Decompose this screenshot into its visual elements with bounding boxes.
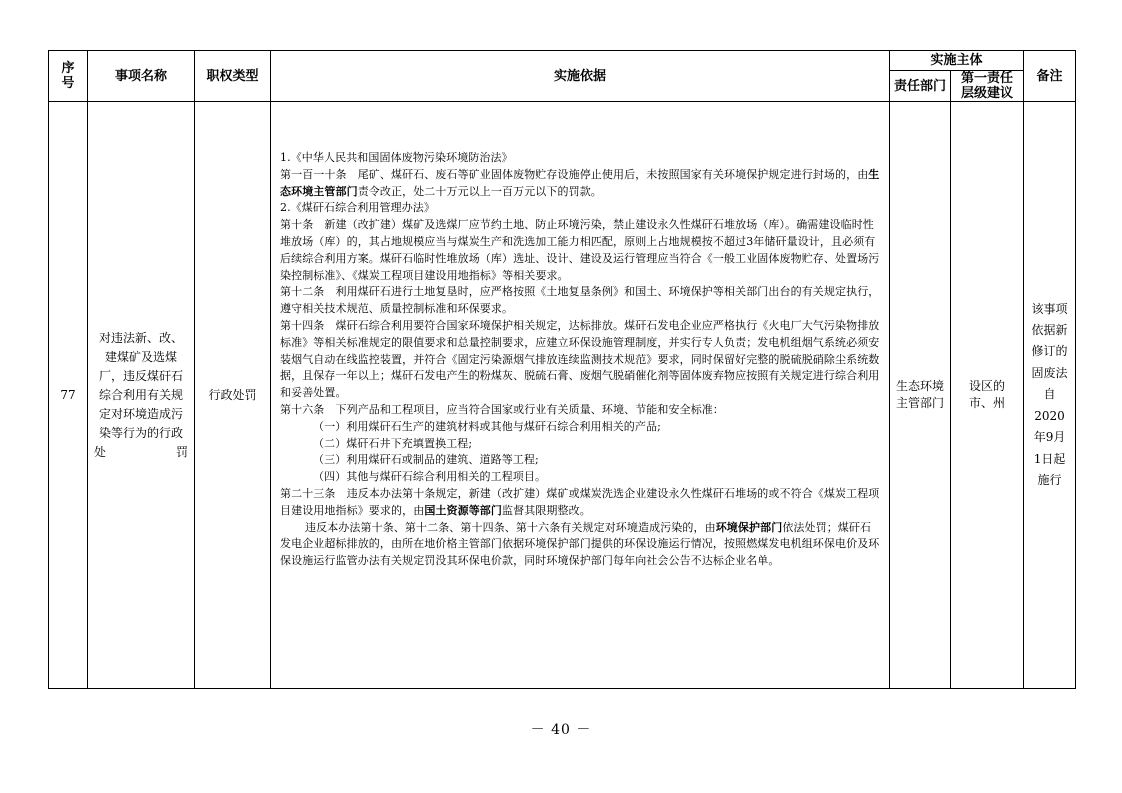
row-name: 对违法新、改、建煤矿及选煤厂，违反煤矸石综合利用有关规定对环境造成污染等行为的行政处罚 <box>88 102 195 689</box>
article-23: 第二十三条 违反本办法第十条规定，新建（改扩建）煤矿或煤炭洗选企业建设永久性煤矸石堆场的或不符合《煤炭工程项目建设用地指标》要求的，由国土资源等部门监督其限期整改。 <box>280 486 880 517</box>
law1-dept: 生态环境主管部门 <box>280 167 880 198</box>
law2-title: 2.《煤矸石综合利用管理办法》 <box>280 201 435 215</box>
header-note: 备注 <box>1024 51 1076 102</box>
header-subject: 实施主体 <box>890 51 1024 71</box>
row-level: 设区的市、州 <box>951 102 1024 689</box>
article-16-item: （一）利用煤矸石生产的建筑材料或其他与煤矸石综合利用相关的产品; <box>313 419 661 433</box>
header-type: 职权类型 <box>195 51 271 102</box>
header-name: 事项名称 <box>88 51 195 102</box>
page-number: － 40 － <box>530 722 592 738</box>
article-16-item: （二）煤矸石井下充填置换工程; <box>313 436 473 450</box>
table-row <box>49 102 1076 689</box>
row-basis <box>271 102 890 689</box>
header-dept: 责任部门 <box>890 71 951 102</box>
matter-table <box>48 50 1076 689</box>
row-note: 该事项依据新修订的固废法自2020年9月1日起施行 <box>1024 102 1076 689</box>
article-16-item: （三）利用煤矸石或制品的建筑、道路等工程; <box>313 453 539 467</box>
law1-title: 1.《中华人民共和国固体废物污染环境防治法》 <box>280 151 513 164</box>
article-10: 第十条 新建（改扩建）煤矿及选煤厂应节约土地、防止环境污染，禁止建设永久性煤矸石堆放场（库）。确需建设临时性堆放场（库）的，其占地规模应当与煤炭生产和洗选加工能力相匹配，原则上占地规模按不超过3年储矸量设计，且必须有后续综合利用方案。煤矸石临时性堆放场（库）选址、设计、建设及运行管理应当符合《一般工业固体废物贮存、处置场污染控制标准》、《煤炭工程项目建设用地指标》等相关要求。 <box>280 218 880 282</box>
row-type: 行政处罚 <box>195 102 271 689</box>
penalty-dept: 环境保护部门 <box>715 520 783 534</box>
row-dept: 生态环境主管部门 <box>890 102 951 689</box>
header-no: 序号 <box>49 51 88 102</box>
article-12: 第十二条 利用煤矸石进行土地复垦时，应严格按照《土地复垦条例》和国土、环境保护等相关部门出台的有关规定执行，遵守相关技术规范、质量控制标准和环保要求。 <box>280 285 880 316</box>
row-no: 77 <box>49 102 88 689</box>
article-16: 第十六条 下列产品和工程项目，应当符合国家或行业有关质量、环境、节能和安全标准： <box>280 402 724 416</box>
article-16-item: （四）其他与煤矸石综合利用相关的工程项目。 <box>313 470 547 484</box>
article-23-dept: 国土资源等部门 <box>424 503 503 517</box>
header-basis: 实施依据 <box>271 51 890 102</box>
header-level: 第一责任层级建议 <box>951 71 1024 102</box>
article-14: 第十四条 煤矸石综合利用要符合国家环境保护相关规定，达标排放。煤矸石发电企业应严格执行《火电厂大气污染物排放标准》等相关标准规定的限值要求和总量控制要求，应建立环保设施管理制度，并实行专人负责；发电机组烟气系统必须安装烟气自动在线监控装置，并符合《固定污染源烟气排放连续监测技术规范》要求，同时保留好完整的脱硫脱硝除尘系统数据，且保存一年以上；煤矸石发电产生的粉煤灰、脱硫石膏、废烟气脱硝催化剂等固体废弃物应按照有关规定进行综合利用和妥善处置。 <box>280 318 880 400</box>
penalty-paragraph: 违反本办法第十条、第十二条、第十四条、第十六条有关规定对环境造成污染的，由环境保护部门依法处罚；煤矸石发电企业超标排放的，由所在地价格主管部门依据环境保护部门提供的环保设施运行情况，按照燃煤发电机组环保电价及环保设施运行监管办法有关规定罚没其环保电价款，同时环境保护部门每年向社会公告不达标企业名单。 <box>280 520 880 568</box>
law1-article: 第一百一十条 尾矿、煤矸石、废石等矿业固体废物贮存设施停止使用后，未按照国家有关环境保护规定进行封场的，由生态环境主管部门责令改正，处二十万元以上一百万元以下的罚款。 <box>280 167 880 198</box>
